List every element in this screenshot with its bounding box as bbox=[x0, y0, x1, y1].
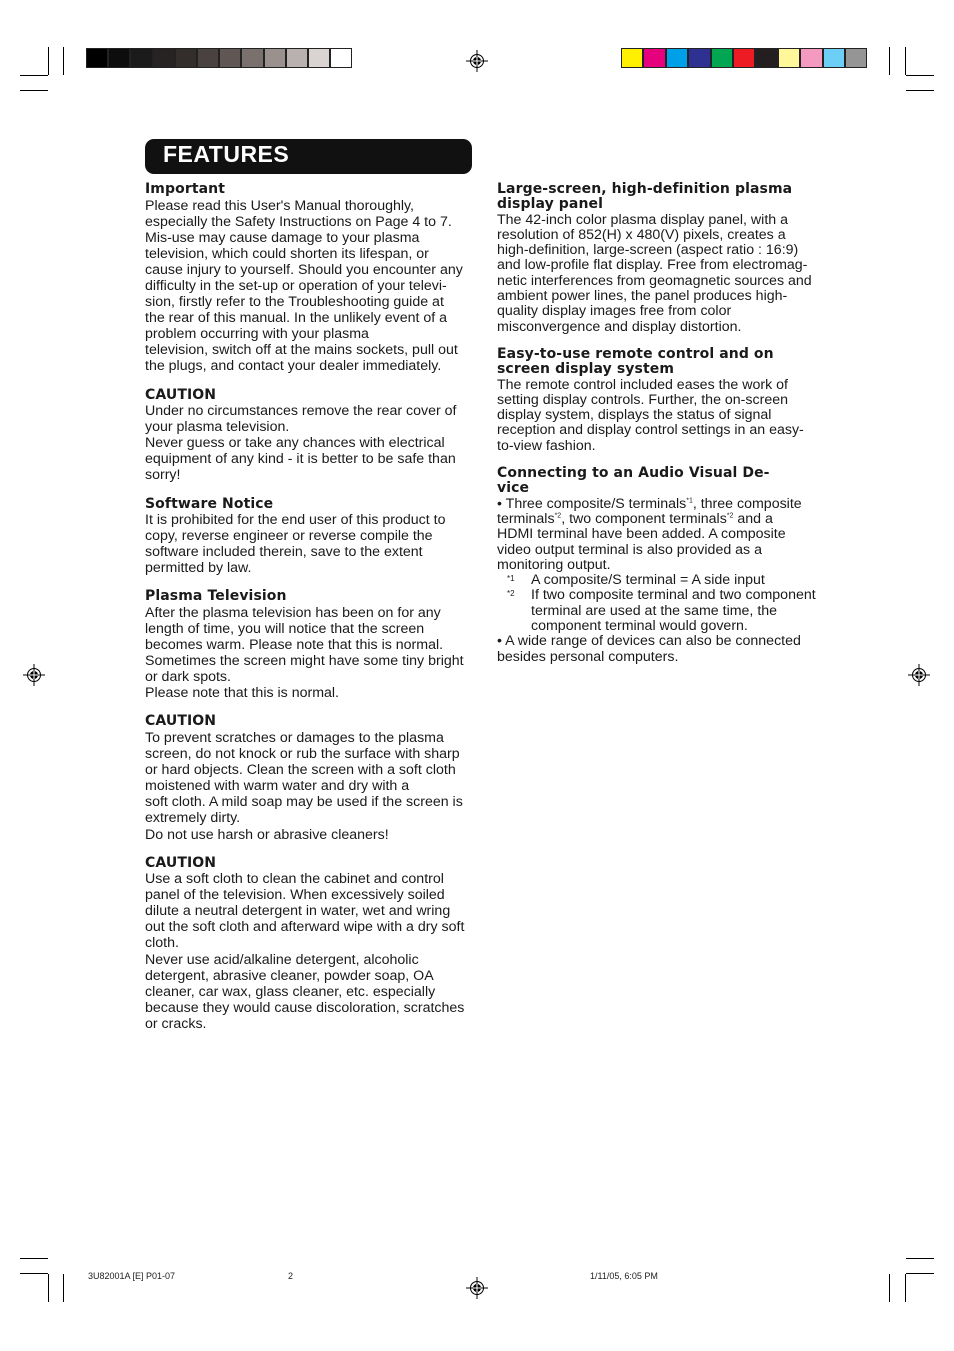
crop-mark bbox=[905, 47, 906, 75]
gray-swatch bbox=[108, 48, 130, 68]
gray-swatch bbox=[153, 48, 175, 68]
audio-visual-section bbox=[497, 466, 827, 665]
section-text: To prevent scratches or damages to the plasma screen, do not knock or rub the surface with sharp or hard objects. Clean the screen with a soft cloth moistened with warm water and dry with a soft cloth. A mild soap may be used if the screen is extremely dirty. Do not use harsh or abrasive cleaners! bbox=[145, 729, 463, 843]
color-swatch bbox=[666, 48, 688, 68]
section-heading: CAUTION bbox=[145, 713, 217, 730]
crop-mark bbox=[20, 75, 48, 76]
section-text: Please read this User's Manual thoroughly, especially the Safety Instructions on Page 4 to 7. Mis-use may cause damage to your plasma television, which could shorten its lifespan, or cause injury to yourself. Should you encounter any difficulty in the set-up or operation of your televi- sion, firstly refer to the Troubleshooting guide at the rear of this manual. In the unlikely event of a problem occurring with your plasma television, switch off at the mains sockets, pull out the plugs, and contact your dealer immediately. bbox=[145, 197, 463, 375]
crop-mark bbox=[63, 47, 64, 75]
gray-swatch bbox=[286, 48, 308, 68]
gray-swatch bbox=[175, 48, 197, 68]
gray-swatch bbox=[264, 48, 286, 68]
registration-mark-icon bbox=[23, 664, 45, 686]
caution-section-cabinet bbox=[145, 856, 475, 1032]
section-heading: CAUTION bbox=[145, 386, 217, 403]
gray-swatch bbox=[330, 48, 352, 68]
section-heading: Large-screen, high-definition plasma display panel bbox=[497, 181, 793, 213]
crop-mark bbox=[889, 47, 890, 75]
important-section bbox=[145, 182, 475, 375]
color-swatch bbox=[643, 48, 665, 68]
remote-control-section bbox=[497, 347, 827, 454]
crop-mark bbox=[20, 1258, 48, 1259]
color-swatch bbox=[800, 48, 822, 68]
page-title: FEATURES bbox=[163, 141, 290, 167]
color-swatch bbox=[621, 48, 643, 68]
section-text: Use a soft cloth to clean the cabinet and control panel of the television. When excessively soiled dilute a neutral detergent in water, wet and wring out the soft cloth and afterward wipe with a dry soft cloth. Never use acid/alkaline detergent, alcoholic detergent, abrasive cleaner, powder soap, OA cleaner, car wax, glass cleaner, etc. especially because they would cause discoloration, scratches or cracks. bbox=[145, 871, 465, 1032]
section-heading: CAUTION bbox=[145, 854, 217, 871]
crop-mark bbox=[906, 1273, 934, 1274]
crop-mark bbox=[889, 1274, 890, 1302]
color-swatch bbox=[845, 48, 867, 68]
gray-swatch bbox=[130, 48, 152, 68]
footnote-1 bbox=[497, 573, 827, 588]
bullet-text: , three composite terminals bbox=[497, 495, 802, 527]
bullet-devices: • A wide range of devices can also be connected besides personal computers. bbox=[497, 633, 801, 665]
crop-mark bbox=[906, 75, 934, 76]
crop-mark bbox=[905, 1274, 906, 1302]
bullet-text: , two component terminals bbox=[561, 510, 727, 527]
footnote-ref: *2 bbox=[726, 512, 734, 520]
section-text: It is prohibited for the end user of this product to copy, reverse engineer or reverse compile the software included therein, save to the extent permitted by law. bbox=[145, 512, 446, 577]
bullet-text: • Three composite/S terminals bbox=[497, 495, 687, 512]
crop-mark bbox=[48, 47, 49, 75]
gray-swatch bbox=[197, 48, 219, 68]
footnote-text: A composite/S terminal = A side input bbox=[531, 572, 765, 589]
left-column bbox=[145, 182, 475, 1045]
bullet-text: and a HDMI terminal have been added. A composite video output terminal is also provided as a monitoring output. bbox=[497, 510, 786, 573]
plasma-panel-section bbox=[497, 182, 827, 335]
color-swatch bbox=[688, 48, 710, 68]
crop-mark bbox=[48, 1274, 49, 1302]
section-heading: Easy-to-use remote control and on screen display system bbox=[497, 345, 774, 378]
footer-page-number: 2 bbox=[288, 1271, 294, 1281]
section-heading: Connecting to an Audio Visual De- vice bbox=[497, 465, 770, 497]
section-text: The remote control included eases the work of setting display controls. Further, the on-screen display system, displays the status of signal reception and display control settings in an easy- to-view fashion. bbox=[497, 376, 804, 454]
software-notice-section bbox=[145, 497, 475, 577]
gray-swatch bbox=[86, 48, 108, 68]
gray-swatch bbox=[241, 48, 263, 68]
section-heading: Important bbox=[145, 181, 226, 197]
footnote-ref: *2 bbox=[554, 512, 562, 520]
section-text: After the plasma television has been on for any length of time, you will notice that the screen becomes warm. Please note that this is normal. Sometimes the screen might have some tiny bright or dark spots. Please note that this is normal. bbox=[145, 604, 464, 702]
footer-timestamp: 1/11/05, 6:05 PM bbox=[590, 1271, 658, 1281]
crop-mark bbox=[906, 90, 934, 91]
section-heading: Software Notice bbox=[145, 495, 274, 512]
section-text: Under no circumstances remove the rear cover of your plasma television. Never guess or take any chances with electrical equipment of any kind - it is better to be safe than sorry! bbox=[145, 403, 457, 484]
color-swatch bbox=[823, 48, 845, 68]
footnote-ref: *1 bbox=[686, 496, 693, 504]
section-heading: Plasma Television bbox=[145, 588, 287, 605]
crop-mark bbox=[63, 1274, 64, 1302]
bullet-terminals bbox=[497, 497, 827, 573]
caution-section-screen bbox=[145, 714, 475, 842]
caution-section-rear-cover bbox=[145, 388, 475, 484]
footnote-mark: *2 bbox=[507, 589, 515, 599]
features-banner bbox=[145, 139, 472, 174]
plasma-television-section bbox=[145, 589, 475, 701]
footnote-mark: *1 bbox=[507, 574, 515, 584]
crop-mark bbox=[906, 1258, 934, 1259]
footnote-text: If two composite terminal and two component terminal are used at the same time, the component terminal would govern. bbox=[531, 587, 816, 635]
footnote-2 bbox=[497, 588, 827, 634]
section-text: The 42-inch color plasma display panel, with a resolution of 852(H) x 480(V) pixels, creates a high-definition, large-screen (aspect ratio : 16:9) and low-profile flat display. Free from electromag- netic interferences from geomagnetic sources and ambient power lines, the panel produces high- quality display images free from color misconvergence and display distortion. bbox=[497, 211, 812, 335]
color-swatch bbox=[778, 48, 800, 68]
color-swatch bbox=[755, 48, 777, 68]
gray-swatch bbox=[308, 48, 330, 68]
gray-swatch bbox=[219, 48, 241, 68]
registration-mark-icon bbox=[466, 50, 488, 72]
registration-mark-icon bbox=[908, 664, 930, 686]
color-swatch bbox=[711, 48, 733, 68]
color-swatch bbox=[733, 48, 755, 68]
crop-mark bbox=[20, 90, 48, 91]
crop-mark bbox=[20, 1273, 48, 1274]
right-column bbox=[497, 182, 827, 677]
footer-job-code: 3U82001A [E] P01-07 bbox=[88, 1271, 176, 1281]
registration-mark-icon bbox=[466, 1277, 488, 1299]
